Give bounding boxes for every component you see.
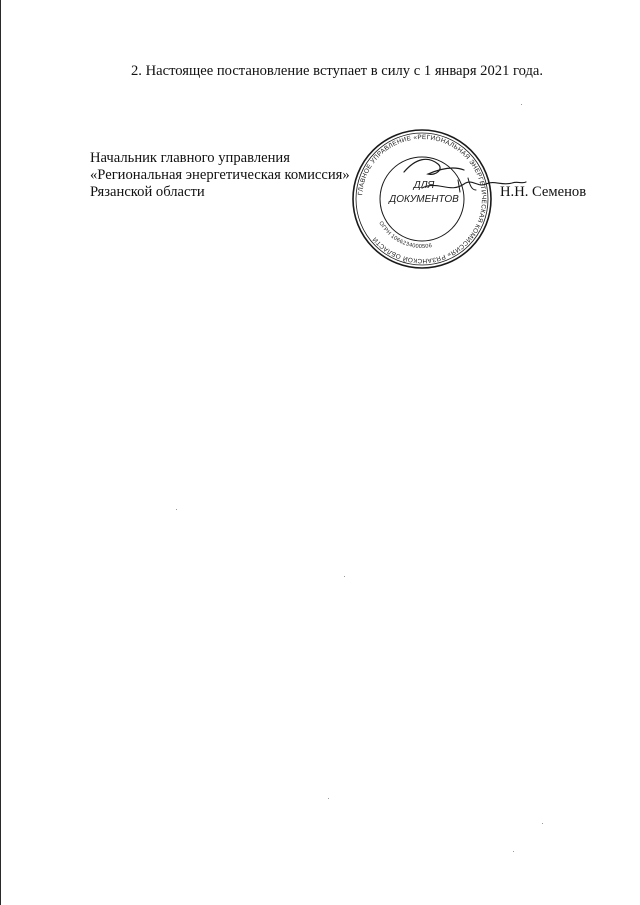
signer-name: Н.Н. Семенов	[500, 184, 587, 200]
position-line-1: Начальник главного управления	[90, 150, 290, 166]
seal-inner-line-1: ДЛЯ	[413, 180, 435, 191]
effective-date-paragraph: 2. Настоящее постановление вступает в силу с 1 января 2021 года.	[131, 63, 544, 79]
position-line-3: Рязанской области	[90, 184, 205, 200]
signer-position	[90, 150, 350, 201]
position-line-2: «Региональная энергетическая комиссия»	[90, 167, 350, 183]
scan-speck	[513, 851, 514, 852]
page-edge-line	[0, 0, 1, 905]
seal-inner-line-2: ДОКУМЕНТОВ	[389, 194, 459, 205]
seal-outer-text: ГЛАВНОЕ УПРАВЛЕНИЕ «РЕГИОНАЛЬНАЯ ЭНЕРГЕТИЧЕСКАЯ КОМИССИЯ» РЯЗАНСКОЙ ОБЛАСТИ	[357, 133, 488, 265]
seal-ogrn-text: ОГРН 1066234000506	[377, 220, 433, 251]
scan-speck	[328, 798, 329, 799]
scan-speck	[344, 576, 345, 577]
scan-speck	[542, 823, 543, 824]
scan-speck	[176, 509, 177, 510]
scan-speck	[521, 104, 522, 105]
